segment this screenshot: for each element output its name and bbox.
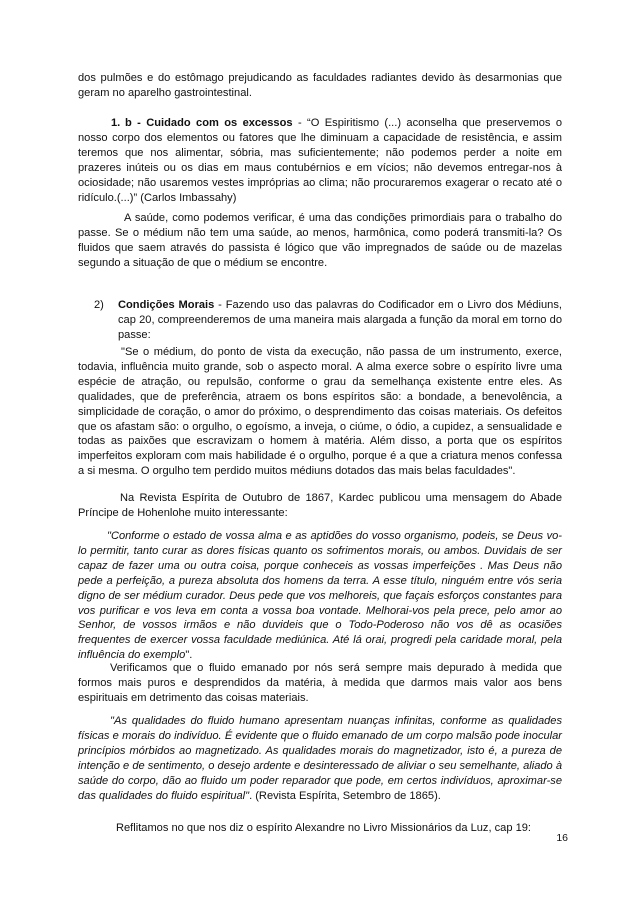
item-1-text: - “O Espiritismo (...) aconselha que preservemos o nosso corpo dos elementos ou fatores que lhe diminuam a capacidade de resistência, e assim teremos que nos alimentar, sóbria, mas suficientemente; não podemos perder a noite em prazeres inúteis ou os dias em maus contubérnios e em vícios; não devemos entregar-nos à ociosidade; não usaremos vestes impróprias ao clima; não procuraremos exagerar o recato até o ridículo.(...)” (Carlos Imbassahy) <box>78 117 562 204</box>
item-1-paragraph <box>78 116 562 205</box>
paragraph-fluido: Verificamos que o fluido emanado por nós será sempre mais depurado à medida que formos mais puros e desprendidos da matéria, à medida que darmos mais valor aos bens espirituais em detrimento das coisas materiais. <box>78 662 562 704</box>
paragraph-intro: dos pulmões e do estômago prejudicando as faculdades radiantes devido às desarmonias que geram no aparelho gastrointestinal. <box>78 72 562 99</box>
quote-hohenlohe-end: ". <box>185 649 193 662</box>
quote-livro-dos-mediuns: "Se o médium, do ponto de vista da execução, não passa de um instrumento, exerce, todavia, influência muito grande, sob o aspecto moral. A alma exerce sobre o espírito livre uma espécie de atração, ou repulsão, conforme o grau da semelhança existente entre eles. As qualidades, que de preferência, atraem os bons espíritos são: a bondade, a benevolência, a simplicidade de coração, o amor do próximo, o desprendimento das coisas materiais. Os defeitos que os afastam são: o orgulho, o egoísmo, a inveja, o ciúme, o ódio, a cupidez, a sensualidade e todas as paixões que escravizam o homem à matéria. Além disso, a porta que os espíritos imperfeitos exploram com mais habilidade é o orgulho, porque é a que a criatura menos confessa a si mesma. O orgulho tem perdido muitos médiuns dotados das mais belas faculdades". <box>78 346 562 478</box>
item-2-title: Condições Morais <box>118 299 215 311</box>
paragraph-reflitamos: Reflitamos no que nos diz o espírito Alexandre no Livro Missionários da Luz, cap 19: <box>116 822 532 834</box>
quote-revista-end: . (Revista Espírita, Setembro de 1865). <box>249 789 441 802</box>
page-number: 16 <box>556 832 568 844</box>
item-2-paragraph <box>118 298 562 343</box>
quote-revista-text: "As qualidades do fluido humano apresentam nuanças infinitas, conforme as qualidades físicas e morais do indivíduo. É evidente que o fluido emanado de um corpo malsão pode inocular princípios mórbidos ao magnetizado. As qualidades morais do magnetizador, isto é, a pureza de intenção e de sentimento, o desejo ardente e desinteressado de aliviar o seu semelhante, aliado à saúde do corpo, dão ao fluido um poder reparador que pode, em certos indivíduos, aproximar-se das qualidades do fluido espiritual" <box>78 715 562 802</box>
paragraph-revista-1867: Na Revista Espírita de Outubro de 1867, Kardec publicou uma mensagem do Abade Príncipe de Hohenlohe muito interessante: <box>78 492 562 519</box>
item-2-number: 2) <box>94 299 104 311</box>
item-1-number: 1. <box>111 117 121 129</box>
item-2-text: - Fazendo uso das palavras do Codificador em o Livro dos Médiuns, cap 20, compreenderemos de uma maneira mais alargada a função da moral em torno do passe: <box>118 299 562 341</box>
quote-hohenlohe <box>78 529 562 663</box>
paragraph-health: A saúde, como podemos verificar, é uma das condições primordiais para o trabalho do passe. Se o médium não tem uma saúde, ao menos, harmônica, como poderá transmiti-la? Os fluidos que saem através do passista é lógico que vão impregnados de saúde ou de mazelas segundo a situação de que o médium se encontre. <box>78 212 562 269</box>
item-1-title: b - Cuidado com os excessos <box>125 117 293 129</box>
quote-revista-1865 <box>78 714 562 803</box>
quote-hohenlohe-text: "Conforme o estado de vossa alma e as aptidões do vosso organismo, podeis, se Deus vo-lo permitir, tanto curar as dores físicas quanto os sofrimentos morais, ou ambos. Duvidais de ser capaz de fazer uma ou outra coisa, porque conheceis as vossas imperfeições . Mas Deus não pede a perfeição, a pureza absoluta dos homens da terra. A esse título, ninguém entre vós seria digno de ser médium curador. Deus pede que vos melhoreis, que façais esforços constantes para vos purificar e vos leva em conta a vossa boa vontade. Melhorai-vos pela prece, pelo amor ao Senhor, de vossos irmãos e não duvideis que o Todo-Poderoso não vos dê as ocasiões frequentes de exercer vossa faculdade mediúnica. Até lá orai, progredi pela caridade moral, pela influência do exemplo <box>78 530 562 662</box>
